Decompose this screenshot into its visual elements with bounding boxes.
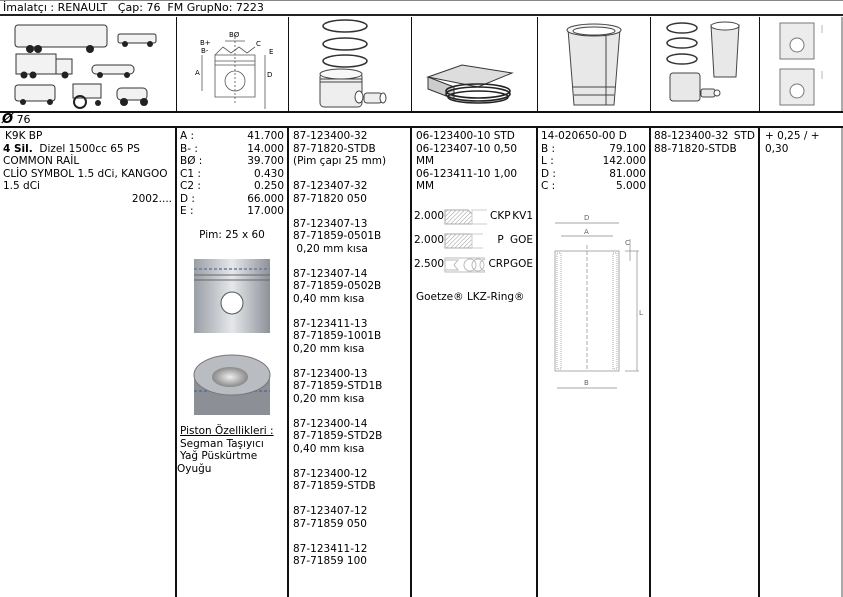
part-number[interactable]: 87-71859 100 xyxy=(293,555,367,567)
part-number[interactable]: 87-123400-13 xyxy=(293,367,368,380)
ring-profile-ckp-icon xyxy=(444,209,487,225)
ring-set-box-image xyxy=(412,17,538,111)
ring-profile-crp-icon xyxy=(444,257,485,273)
part-number[interactable]: 87-123400-32 xyxy=(293,130,368,142)
part-group xyxy=(293,418,407,456)
part-number[interactable]: 87-71859 050 xyxy=(293,517,367,530)
dim-row: D : 66.000 xyxy=(180,192,284,205)
part-number[interactable]: 87-71859-1001B xyxy=(293,330,382,342)
svg-text:B-: B- xyxy=(201,47,209,55)
piston-features-title: Piston Özellikleri : xyxy=(180,425,274,437)
part-number[interactable]: 87-71859-0502B xyxy=(293,280,382,292)
dim-row: C2 : 0.250 xyxy=(180,180,284,192)
ring-part[interactable]: 06-123407-10 0,50 MM xyxy=(416,142,518,167)
diameter-icon: Ø xyxy=(2,112,14,127)
part-number[interactable]: 87-123411-12 xyxy=(293,542,368,555)
ring-profile-row: 2.000 P GOE xyxy=(414,229,533,253)
piston-parts-cell xyxy=(289,128,412,597)
data-row xyxy=(0,128,843,597)
part-number[interactable]: 87-123411-13 xyxy=(293,317,368,330)
part-number[interactable]: 87-71859-STD1B xyxy=(293,380,383,392)
liner-part[interactable]: 14-020650-00 D xyxy=(541,130,627,142)
kit-line: 88-123400-32 STD xyxy=(654,130,755,142)
svg-text:B+: B+ xyxy=(200,39,211,47)
diameter-bar xyxy=(0,111,843,128)
svg-text:BØ: BØ xyxy=(229,31,240,39)
svg-text:B: B xyxy=(584,378,589,387)
model-line: CLİO SYMBOL 1.5 dCi, KANGOO xyxy=(3,167,168,180)
dim-row: A : 41.700 xyxy=(180,130,284,142)
kit-line: 88-71820-STDB xyxy=(654,142,737,155)
piston-dims-cell xyxy=(177,128,289,597)
liner-dim-row: L : 142.000 xyxy=(541,155,646,167)
piston-feature: Oyuğu xyxy=(177,462,212,475)
oversize-text: + 0,25 / + 0,30 xyxy=(765,130,820,155)
cylinder-liner-image xyxy=(538,17,651,111)
part-number[interactable]: 87-71859-0501B xyxy=(293,230,382,242)
svg-text:C: C xyxy=(625,238,630,247)
liner-dimension-diagram xyxy=(547,211,646,396)
cylinder-count: 4 Sil. xyxy=(3,142,33,155)
part-number[interactable]: 87-123407-14 xyxy=(293,267,368,280)
injection-type: COMMON RAİL xyxy=(3,155,80,167)
part-number[interactable]: 87-71820-STDB xyxy=(293,142,376,155)
dim-row: B- : 14.000 xyxy=(180,142,284,155)
piston-dimension-diagram xyxy=(177,17,289,111)
diameter-value: 76 xyxy=(16,113,31,126)
part-group xyxy=(293,318,407,356)
part-number[interactable]: 87-123400-12 xyxy=(293,467,368,480)
liner-cell xyxy=(538,128,651,597)
rings-cell xyxy=(412,128,538,597)
image-row xyxy=(0,17,843,111)
part-number[interactable]: 87-123407-32 xyxy=(293,180,368,192)
svg-text:L: L xyxy=(639,308,643,317)
header-title: İmalatçı : RENAULT Çap: 76 FM GrupNo: 7223 xyxy=(3,1,264,14)
svg-text:C: C xyxy=(256,40,261,48)
part-note: 0,20 mm kısa xyxy=(293,342,365,355)
full-kit-image xyxy=(651,17,760,111)
manufacturer-header xyxy=(0,0,843,16)
part-group xyxy=(293,130,407,168)
part-number[interactable]: 87-123407-12 xyxy=(293,505,368,517)
svg-text:A: A xyxy=(584,227,589,236)
piston-top-image xyxy=(180,351,284,421)
dim-row: C1 : 0.430 xyxy=(180,167,284,180)
dim-row: E : 17.000 xyxy=(180,205,284,217)
part-note: 0,20 mm kısa xyxy=(293,242,368,255)
part-number[interactable]: 87-71820 050 xyxy=(293,192,367,205)
ring-brand: Goetze® LKZ-Ring® xyxy=(416,290,525,303)
svg-text:D: D xyxy=(584,213,590,222)
ring-part[interactable]: 06-123411-10 1,00 MM xyxy=(416,167,518,192)
ring-part[interactable]: 06-123400-10 STD xyxy=(416,130,515,142)
dim-row: BØ : 39.700 xyxy=(180,155,284,167)
part-number[interactable]: 87-123400-14 xyxy=(293,417,368,430)
ring-profile-row: 2.000 CKP KV1 xyxy=(414,205,533,229)
liner-dim-row: B : 79.100 xyxy=(541,142,646,155)
pin-size: Pim: 25 x 60 xyxy=(199,228,265,241)
engine-code: K9K BP xyxy=(5,130,43,142)
part-group xyxy=(293,218,407,256)
piston-feature: Segman Taşıyıcı xyxy=(180,437,264,450)
ring-profile-p-icon xyxy=(444,233,483,249)
kit-cell xyxy=(651,128,760,597)
svg-text:D: D xyxy=(267,71,273,79)
part-number[interactable]: 87-71859-STDB xyxy=(293,480,376,492)
vehicle-types-image xyxy=(0,17,177,111)
production-year: 2002.... xyxy=(131,192,172,205)
svg-text:E: E xyxy=(269,48,274,56)
part-group xyxy=(293,368,407,406)
part-group xyxy=(293,543,407,568)
liner-dim-row: D : 81.000 xyxy=(541,167,646,180)
part-note: (Pim çapı 25 mm) xyxy=(293,155,387,167)
engine-spec: Dizel 1500cc 65 PS xyxy=(39,142,140,155)
part-number[interactable]: 87-123407-13 xyxy=(293,217,368,230)
part-note: 0,20 mm kısa xyxy=(293,392,365,405)
part-note: 0,40 mm kısa xyxy=(293,292,365,305)
part-group xyxy=(293,268,407,306)
part-group xyxy=(293,468,407,493)
part-group xyxy=(293,505,407,530)
part-group xyxy=(293,180,407,205)
piston-rings-kit-image xyxy=(289,17,412,111)
part-note: 0,40 mm kısa xyxy=(293,442,365,455)
oversize-piston-image xyxy=(760,17,843,111)
model-line: 1.5 dCi xyxy=(3,180,40,192)
liner-dim-row: C : 5.000 xyxy=(541,180,646,192)
oversize-cell xyxy=(760,128,843,597)
ring-profile-row: 2.500 CRP GOE xyxy=(414,253,533,277)
engine-info-cell xyxy=(0,128,177,597)
piston-feature: Yağ Püskürtme xyxy=(180,450,258,462)
part-number[interactable]: 87-71859-STD2B xyxy=(293,430,383,442)
piston-side-image xyxy=(180,255,284,343)
svg-text:A: A xyxy=(195,69,200,77)
